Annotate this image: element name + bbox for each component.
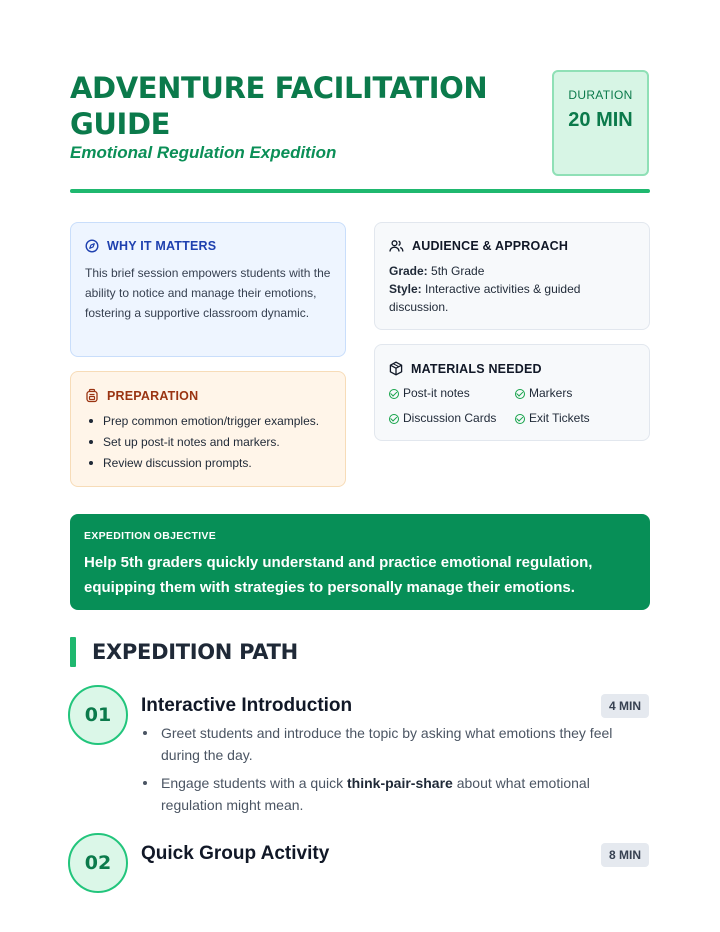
- materials-heading: [389, 361, 635, 376]
- check-circle-icon: [389, 389, 399, 399]
- materials-list: [389, 384, 635, 428]
- why-it-matters-card: [70, 222, 346, 357]
- step-bullets: [141, 722, 641, 822]
- materials-card: [374, 344, 650, 441]
- material-item: [515, 409, 635, 428]
- grade-value: 5th Grade: [431, 264, 485, 278]
- audience-grade: [389, 262, 635, 280]
- style-value: Interactive activities & guided discussion.: [389, 282, 581, 314]
- step-number-badge: 02: [68, 833, 128, 893]
- box-icon: [389, 361, 403, 376]
- step-duration-badge: 4 MIN: [601, 694, 649, 718]
- header-divider: [70, 189, 650, 193]
- page-subtitle: Emotional Regulation Expedition: [70, 143, 337, 162]
- bullet-emphasis: think-pair-share: [347, 775, 453, 791]
- audience-card: [374, 222, 650, 330]
- audience-style: [389, 280, 635, 316]
- step-duration-badge: 8 MIN: [601, 843, 649, 867]
- compass-icon: [85, 239, 99, 253]
- section-title: EXPEDITION PATH: [92, 640, 298, 664]
- step-number-badge: 01: [68, 685, 128, 745]
- grade-label: Grade:: [389, 264, 428, 278]
- users-icon: [389, 239, 404, 253]
- list-item: Review discussion prompts.: [85, 453, 331, 474]
- audience-title: AUDIENCE & APPROACH: [412, 239, 569, 253]
- material-item: [515, 384, 635, 403]
- objective-text: Help 5th graders quickly understand and practice emotional regulation, equipping them with strategies to personally manage their emotions.: [84, 554, 593, 596]
- preparation-card: [70, 371, 346, 487]
- audience-heading: [389, 239, 635, 253]
- list-item: [141, 722, 641, 766]
- backpack-icon: [85, 388, 99, 403]
- bullet-text: Greet students and introduce the topic by asking what emotions they feel during the day.: [161, 725, 613, 763]
- preparation-list: [85, 411, 331, 474]
- material-item: [389, 409, 515, 428]
- material-label: Exit Tickets: [529, 411, 590, 425]
- list-item: Set up post-it notes and markers.: [85, 432, 331, 453]
- materials-title: MATERIALS NEEDED: [411, 361, 542, 376]
- step-title: Quick Group Activity: [141, 843, 330, 864]
- section-accent-bar: [70, 637, 76, 667]
- style-label: Style:: [389, 282, 422, 296]
- check-circle-icon: [389, 414, 399, 424]
- duration-value: 20 MIN: [568, 109, 633, 131]
- material-label: Markers: [529, 386, 573, 400]
- objective-banner: [70, 514, 650, 610]
- check-circle-icon: [515, 414, 525, 424]
- duration-badge: [552, 70, 649, 176]
- check-circle-icon: [515, 389, 525, 399]
- preparation-heading: [85, 388, 331, 403]
- list-item: [141, 772, 641, 816]
- objective-label: EXPEDITION OBJECTIVE: [84, 530, 217, 542]
- why-it-matters-heading: [85, 239, 331, 253]
- bullet-text: about what emotional regulation might mean.: [161, 775, 590, 813]
- step-title: Interactive Introduction: [141, 695, 353, 716]
- why-it-matters-title: WHY IT MATTERS: [107, 239, 217, 253]
- material-item: [389, 384, 515, 403]
- why-it-matters-text: This brief session empowers students with the ability to notice and manage their emotions, fostering a supportive classroom dynamic.: [85, 266, 331, 320]
- page-title: ADVENTURE FACILITATION GUIDE: [70, 71, 488, 141]
- material-label: Post-it notes: [403, 386, 470, 400]
- bullet-text: Engage students with a quick: [161, 775, 348, 791]
- preparation-title: PREPARATION: [107, 388, 199, 403]
- list-item: Prep common emotion/trigger examples.: [85, 411, 331, 432]
- duration-label: DURATION: [568, 88, 633, 102]
- material-label: Discussion Cards: [403, 411, 497, 425]
